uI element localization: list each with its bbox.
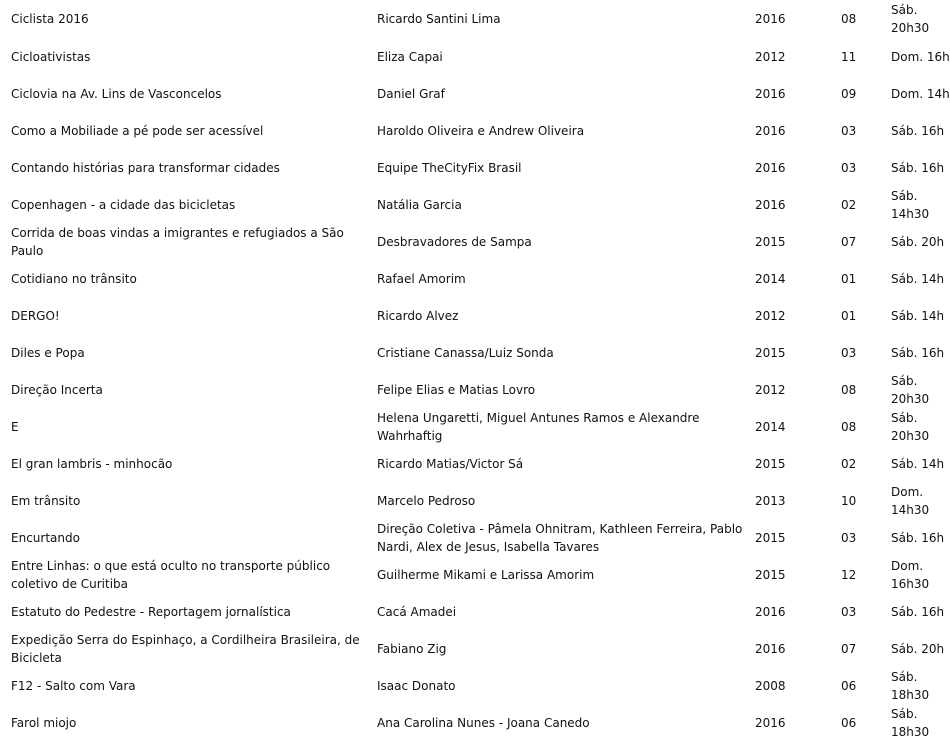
film-title: El gran lambris - minhocão	[11, 456, 173, 471]
film-director: Cacá Amadei	[377, 604, 457, 619]
film-year: 2016	[755, 715, 786, 730]
film-director: Desbravadores de Sampa	[377, 234, 532, 249]
film-year: 2013	[755, 493, 786, 508]
film-director: Isaac Donato	[377, 678, 456, 693]
film-session: Sáb. 20h30	[891, 3, 930, 35]
film-month: 08	[841, 419, 857, 434]
film-month: 03	[841, 604, 857, 619]
film-title: Corrida de boas vindas a imigrantes e refugiados a São Paulo	[11, 225, 344, 258]
film-year: 2016	[755, 641, 786, 656]
table-row	[0, 445, 950, 482]
film-title: Diles e Popa	[11, 345, 85, 360]
film-month: 01	[841, 271, 857, 286]
film-title: Direção Incerta	[11, 382, 103, 397]
film-director: Guilherme Mikami e Larissa Amorim	[377, 567, 595, 582]
film-title: Contando histórias para transformar cidades	[11, 160, 280, 175]
film-year: 2016	[755, 604, 786, 619]
film-year: 2015	[755, 234, 786, 249]
table-row	[0, 260, 950, 297]
film-year: 2016	[755, 160, 786, 175]
film-session: Sáb. 14h	[891, 456, 945, 471]
film-year: 2014	[755, 419, 786, 434]
film-session: Sáb. 16h	[891, 123, 945, 138]
table-row	[0, 0, 950, 38]
film-year: 2014	[755, 271, 786, 286]
film-session: Sáb. 18h30	[891, 706, 930, 739]
table-row	[0, 704, 950, 741]
film-year: 2016	[755, 12, 786, 26]
film-session: Sáb. 18h30	[891, 669, 930, 702]
film-month: 07	[841, 234, 857, 249]
table-row	[0, 519, 950, 556]
film-year: 2015	[755, 456, 786, 471]
film-director: Daniel Graf	[377, 86, 445, 101]
film-month: 03	[841, 530, 857, 545]
film-year: 2008	[755, 678, 786, 693]
table-row	[0, 630, 950, 667]
film-month: 08	[841, 382, 857, 397]
film-month: 11	[841, 49, 857, 64]
film-title: Estatuto do Pedestre - Reportagem jornalística	[11, 604, 291, 619]
film-session: Dom. 14h30	[891, 484, 930, 517]
film-month: 03	[841, 160, 857, 175]
film-title: DERGO!	[11, 308, 60, 323]
table-row	[0, 297, 950, 334]
film-year: 2012	[755, 382, 786, 397]
film-title: Ciclovia na Av. Lins de Vasconcelos	[11, 86, 222, 101]
film-month: 02	[841, 197, 857, 212]
film-title: F12 - Salto com Vara	[11, 678, 136, 693]
table-row	[0, 149, 950, 186]
table-row	[0, 186, 950, 223]
film-director: Eliza Capai	[377, 49, 443, 64]
film-year: 2012	[755, 308, 786, 323]
film-month: 12	[841, 567, 857, 582]
film-month: 02	[841, 456, 857, 471]
film-director: Fabiano Zig	[377, 641, 447, 656]
film-session: Sáb. 14h	[891, 271, 945, 286]
film-year: 2015	[755, 345, 786, 360]
film-session: Sáb. 14h30	[891, 188, 930, 221]
table-row	[0, 112, 950, 149]
film-director: Ana Carolina Nunes - Joana Canedo	[377, 715, 590, 730]
film-title: Cotidiano no trânsito	[11, 271, 137, 286]
table-row	[0, 408, 950, 445]
film-month: 06	[841, 715, 857, 730]
film-month: 06	[841, 678, 857, 693]
film-director: Ricardo Matias/Victor Sá	[377, 456, 524, 471]
film-session: Sáb. 20h30	[891, 373, 930, 406]
film-director: Helena Ungaretti, Miguel Antunes Ramos e Alexandre Wahrhaftig	[377, 410, 700, 443]
film-session: Dom. 16h30	[891, 558, 930, 591]
film-month: 03	[841, 345, 857, 360]
film-director: Felipe Elias e Matias Lovro	[377, 382, 536, 397]
film-month: 03	[841, 123, 857, 138]
film-director: Marcelo Pedroso	[377, 493, 476, 508]
film-title: Em trânsito	[11, 493, 81, 508]
table-row	[0, 556, 950, 593]
film-director: Rafael Amorim	[377, 271, 466, 286]
film-title: Farol miojo	[11, 715, 77, 730]
film-month: 01	[841, 308, 857, 323]
table-row	[0, 38, 950, 75]
film-session: Sáb. 16h	[891, 160, 945, 175]
table-row	[0, 667, 950, 704]
table-row	[0, 593, 950, 630]
film-title: E	[11, 419, 19, 434]
film-month: 09	[841, 86, 857, 101]
film-director: Cristiane Canassa/Luiz Sonda	[377, 345, 554, 360]
film-year: 2016	[755, 197, 786, 212]
film-director: Ricardo Alvez	[377, 308, 459, 323]
film-session: Dom. 14h	[891, 86, 950, 101]
film-session: Sáb. 14h	[891, 308, 945, 323]
film-session: Sáb. 20h30	[891, 410, 930, 443]
film-director: Equipe TheCityFix Brasil	[377, 160, 522, 175]
table-row	[0, 482, 950, 519]
film-director: Ricardo Santini Lima	[377, 12, 501, 26]
film-title: Cicloativistas	[11, 49, 91, 64]
film-session: Sáb. 16h	[891, 530, 945, 545]
film-session: Sáb. 16h	[891, 604, 945, 619]
film-title: Ciclista 2016	[11, 12, 89, 26]
film-title: Entre Linhas: o que está oculto no transporte público coletivo de Curitiba	[11, 558, 331, 591]
table-row	[0, 334, 950, 371]
film-year: 2016	[755, 86, 786, 101]
film-director: Haroldo Oliveira e Andrew Oliveira	[377, 123, 585, 138]
film-year: 2015	[755, 530, 786, 545]
film-title: Copenhagen - a cidade das bicicletas	[11, 197, 236, 212]
table-row	[0, 75, 950, 112]
table-row	[0, 371, 950, 408]
film-director: Direção Coletiva - Pâmela Ohnitram, Kathleen Ferreira, Pablo Nardi, Alex de Jesus, Isabella Tavares	[377, 521, 743, 554]
table-row	[0, 223, 950, 260]
film-session: Dom. 16h	[891, 49, 950, 64]
film-title: Expedição Serra do Espinhaço, a Cordilheira Brasileira, de Bicicleta	[11, 632, 360, 665]
film-year: 2016	[755, 123, 786, 138]
film-year: 2012	[755, 49, 786, 64]
film-title: Como a Mobiliade a pé pode ser acessível	[11, 123, 264, 138]
film-session: Sáb. 20h	[891, 234, 945, 249]
film-session: Sáb. 16h	[891, 345, 945, 360]
film-title: Encurtando	[11, 530, 80, 545]
film-month: 10	[841, 493, 857, 508]
film-month: 07	[841, 641, 857, 656]
film-session: Sáb. 20h	[891, 641, 945, 656]
film-month: 08	[841, 12, 857, 26]
film-director: Natália Garcia	[377, 197, 462, 212]
film-year: 2015	[755, 567, 786, 582]
